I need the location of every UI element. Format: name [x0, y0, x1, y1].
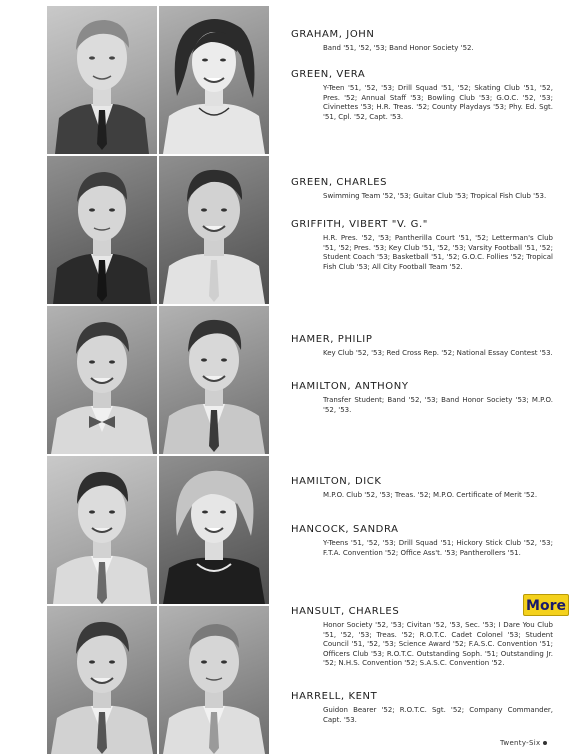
portrait-green-vera [159, 6, 269, 154]
student-activities: Guidon Bearer '52; R.O.T.C. Sgt. '52; Company Commander, Capt. '53. [323, 706, 553, 724]
student-activities: Y-Teens '51, '52, '53; Drill Squad '51; Hickory Stick Club '52, '53; F.T.A. Convention '52; Office Ass't. '53; Pantherollers '51. [323, 539, 553, 557]
page-number [500, 739, 547, 747]
bullet-icon [543, 741, 547, 745]
portrait-harrell-kent [159, 606, 269, 754]
portrait-hamilton-dick [47, 456, 157, 604]
student-activities: Y-Teen '51, '52, '53; Drill Squad '51, '52; Skating Club '51, '52, Pres. '52; Annual Staff '53; Bowling Club '53; G.O.C. '52, '53; Civinettes '53; H.R. Treas. '52; County Playdays '53; Phy. Ed. Sgt. '51, Cpl. '52, Capt. '53. [323, 84, 553, 121]
entry-hamer-philip [291, 333, 553, 359]
portrait-graham-john [47, 6, 157, 154]
portrait-hamilton-anthony [159, 306, 269, 454]
entry-green-vera [291, 68, 553, 122]
student-name: HAMER, PHILIP [291, 334, 373, 345]
portrait-hansult-charles [47, 606, 157, 754]
student-activities: Key Club '52, '53; Red Cross Rep. '52; National Essay Contest '53. [323, 349, 553, 357]
entry-griffith-vibert [291, 218, 553, 272]
student-name: HAMILTON, DICK [291, 476, 382, 487]
student-name: GRIFFITH, VIBERT "V. G." [291, 219, 428, 230]
student-name: HANSULT, CHARLES [291, 606, 400, 617]
portrait-griffith-vibert [159, 156, 269, 304]
portrait-green-charles [47, 156, 157, 304]
student-activities: Swimming Team '52, '53; Guitar Club '53; Tropical Fish Club '53. [323, 192, 547, 200]
entry-graham-john [291, 28, 553, 54]
entry-green-charles [291, 176, 553, 202]
student-activities: Transfer Student; Band '52, '53; Band Honor Society '53; M.P.O. '52, '53. [323, 396, 553, 414]
entry-harrell-kent [291, 690, 553, 725]
student-name: GREEN, VERA [291, 69, 366, 80]
student-name: GREEN, CHARLES [291, 177, 388, 188]
page-number-text: Twenty-Six [500, 739, 541, 747]
portrait-hancock-sandra [159, 456, 269, 604]
photo-grid [47, 6, 269, 752]
entry-hansult-charles [291, 605, 553, 669]
student-name: HANCOCK, SANDRA [291, 524, 399, 535]
entry-hamilton-dick [291, 475, 553, 501]
entry-hamilton-anthony [291, 380, 553, 415]
student-name: HARRELL, KENT [291, 691, 378, 702]
student-activities: H.R. Pres. '52, '53; Pantherilla Court '51, '52; Letterman's Club '51, '52; Pres. '53; Key Club '51, '52, '53; Varsity Football '51, '52; Student Coach '53; Basketball '51, '52; G.O.C. Follies '52; Tropical Fish Club '53; All City Football Team '52. [323, 234, 553, 271]
entry-hancock-sandra [291, 523, 553, 558]
student-name: HAMILTON, ANTHONY [291, 381, 409, 392]
student-activities: Band '51, '52, '53; Band Honor Society '52. [323, 44, 474, 52]
student-name: GRAHAM, JOHN [291, 29, 375, 40]
student-activities: Honor Society '52, '53; Civitan '52, '53, Sec. '53; I Dare You Club '51, '52, '53; Treas. '52; R.O.T.C. Cadet Colonel '53; Student Council '51, '52, '53; Science Award '52; F.A.S.C. Convention '51; Officers Club '53; R.O.T.C. Outstanding Soph. '51; Outstanding Jr. '52; N.H.S. Convention '52; S.A.S.C. Convention '52. [323, 621, 553, 668]
portrait-hamer-philip [47, 306, 157, 454]
student-activities: M.P.O. Club '52, '53; Treas. '52; M.P.O. Certificate of Merit '52. [323, 491, 538, 499]
more-button[interactable]: More [523, 594, 569, 616]
student-entries [291, 0, 553, 755]
